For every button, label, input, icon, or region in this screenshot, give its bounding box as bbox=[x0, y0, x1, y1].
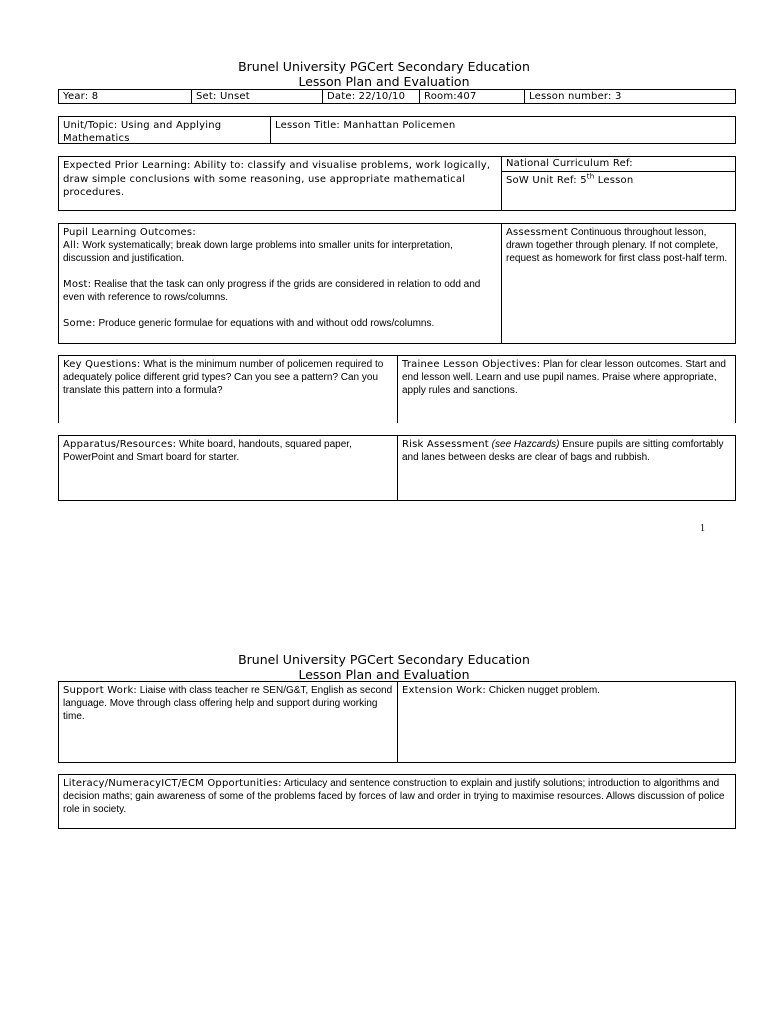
page2-title-line2: Lesson Plan and Evaluation bbox=[298, 667, 470, 682]
trainee-objectives-cell: Trainee Lesson Objectives: Plan for clear lesson outcomes. Start and end lesson well. Learn and use pupil names. Praise where appropriate, apply rules and sanctions. bbox=[402, 359, 726, 396]
expected-prior-learning-cell: Expected Prior Learning: Ability to: classify and visualise problems, work logically, draw simple conclusions with some reasoning, use appropriate mathematical procedures. bbox=[63, 160, 491, 198]
page2-title-line1: Brunel University PGCert Secondary Education bbox=[238, 652, 530, 667]
outcome-most: Most: Realise that the task can only progress if the grids are considered in relation to odd and even with reference to rows/columns. bbox=[63, 279, 481, 303]
key-questions-row bbox=[58, 355, 736, 423]
lesson-info-row bbox=[58, 89, 736, 104]
apparatus-row bbox=[58, 435, 736, 501]
national-curriculum-ref-cell: National Curriculum Ref: bbox=[506, 158, 633, 169]
literacy-row bbox=[58, 774, 736, 829]
lesson-title-cell: Lesson Title: Manhattan Policemen bbox=[275, 120, 456, 131]
pupil-learning-outcomes-heading: Pupil Learning Outcomes: bbox=[63, 227, 196, 238]
lesson-number-cell: Lesson number: 3 bbox=[529, 91, 622, 102]
extension-work-cell: Extension Work: Chicken nugget problem. bbox=[402, 685, 600, 696]
set-cell: Set: Unset bbox=[196, 91, 250, 102]
room-cell: Room:407 bbox=[424, 91, 477, 102]
risk-assessment-cell: Risk Assessment (see Hazcards) Ensure pupils are sitting comfortably and lanes between desks are clear of bags and rubbish. bbox=[402, 439, 724, 463]
page-title-line1: Brunel University PGCert Secondary Education bbox=[238, 59, 530, 74]
outcome-all: All: Work systematically; break down large problems into smaller units for interpretation, discussion and justification. bbox=[63, 240, 453, 264]
literacy-numeracy-cell: Literacy/NumeracyICT/ECM Opportunities: Articulacy and sentence construction to explain and justify solutions; introduction to algorithms and decision maths; gain awareness of some of the problems faced by forces of law and order in trying to maximise resources. Allows discussion of police role in society. bbox=[63, 778, 725, 815]
support-work-cell: Support Work: Liaise with class teacher re SEN/G&T, English as second language. Move through class offering help and support during working time. bbox=[63, 685, 393, 722]
apparatus-cell: Apparatus/Resources: White board, handouts, squared paper, PowerPoint and Smart board for starter. bbox=[63, 439, 352, 463]
prior-learning-row bbox=[58, 156, 736, 211]
key-questions-cell: Key Questions: What is the minimum number of policemen required to adequately police different grid types? Can you see a pattern? Can you translate this pattern into a formula? bbox=[63, 359, 384, 396]
sow-unit-ref-cell: SoW Unit Ref: 5th Lesson bbox=[506, 172, 634, 186]
page-number: 1 bbox=[700, 523, 705, 534]
support-work-row bbox=[58, 681, 736, 763]
page-title-line2: Lesson Plan and Evaluation bbox=[298, 74, 470, 89]
learning-outcomes-row bbox=[58, 223, 736, 344]
outcome-some: Some: Produce generic formulae for equations with and without odd rows/columns. bbox=[63, 318, 435, 329]
unit-topic-cell: Unit/Topic: Using and Applying Mathematics bbox=[63, 120, 222, 144]
year-cell: Year: 8 bbox=[63, 91, 99, 102]
pupil-learning-outcomes-cell bbox=[59, 224, 501, 343]
date-cell: Date: 22/10/10 bbox=[327, 91, 406, 102]
assessment-cell: Assessment Continuous throughout lesson, drawn together through plenary. If not complete, request as homework for first class post-half term. bbox=[506, 227, 728, 264]
unit-row bbox=[58, 116, 736, 144]
